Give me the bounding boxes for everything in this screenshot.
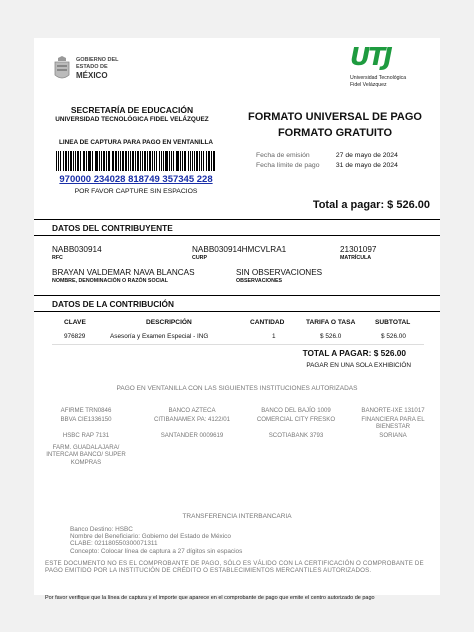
curp-label: CURP bbox=[192, 255, 208, 261]
limite-label: Fecha límite de pago bbox=[256, 161, 320, 169]
transfer-bank: Banco Destino: HSBC bbox=[70, 526, 133, 533]
bank-city-fresko: COMERCIAL CITY FRESKO bbox=[256, 416, 336, 423]
barcode-bar bbox=[196, 151, 198, 171]
nombre-label: NOMBRE, DENOMINACIÓN O RAZÓN SOCIAL bbox=[52, 278, 168, 284]
barcode-bar bbox=[182, 151, 183, 171]
barcode-bar bbox=[132, 151, 134, 171]
header-clave: CLAVE bbox=[64, 319, 86, 326]
capture-line-label: LINEA DE CAPTURA PARA PAGO EN VENTANILLA bbox=[58, 139, 214, 146]
contribucion-section-header bbox=[34, 295, 440, 312]
header-descripcion: DESCRIPCIÓN bbox=[146, 319, 192, 326]
barcode-bar bbox=[147, 151, 148, 171]
barcode-bar bbox=[201, 151, 203, 171]
emision-value: 27 de mayo de 2024 bbox=[335, 152, 398, 159]
barcode-bar bbox=[144, 151, 146, 171]
barcode-bar bbox=[213, 151, 215, 171]
barcode-bar bbox=[192, 151, 193, 171]
bank-soriana: SORIANA bbox=[379, 432, 407, 439]
institution-header bbox=[44, 105, 220, 123]
secretaria-heading: SECRETARÍA DE EDUCACIÓN bbox=[70, 105, 194, 115]
cell-subtotal: $ 526.00 bbox=[381, 333, 406, 340]
bank-farm-guadalajara: FARM. GUADALAJARA/ INTERCAM BANCO/ SUPER KOMPRAS bbox=[46, 444, 126, 466]
barcode-bar bbox=[171, 151, 172, 171]
capture-hint: POR FAVOR CAPTURE SIN ESPACIOS bbox=[74, 188, 198, 195]
authorized-institutions-title: PAGO EN VENTANILLA CON LAS SIGUIENTES INSTITUCIONES AUTORIZADAS bbox=[116, 385, 358, 392]
barcode-bar bbox=[184, 151, 186, 171]
limite-value: 31 de mayo de 2024 bbox=[335, 161, 398, 169]
barcode-bar bbox=[120, 151, 121, 171]
nombre-value: BRAYAN VALDEMAR NAVA BLANCAS bbox=[52, 268, 195, 277]
gov-small-text: GOBIERNO DEL bbox=[76, 57, 119, 63]
barcode-bar bbox=[137, 151, 139, 171]
barcode-bar bbox=[180, 151, 181, 171]
state-emblem-icon bbox=[52, 56, 72, 82]
barcode-bar bbox=[65, 151, 67, 171]
rfc-label: RFC bbox=[52, 255, 63, 261]
bank-azteca: BANCO AZTECA bbox=[168, 407, 216, 414]
contribucion-title: DATOS DE LA CONTRIBUCIÓN bbox=[52, 299, 174, 309]
barcode-bar bbox=[113, 151, 114, 171]
table-divider bbox=[52, 344, 424, 345]
barcode-bar bbox=[159, 151, 161, 171]
barcode-bar bbox=[68, 151, 69, 171]
emision-label: Fecha de emisión bbox=[256, 152, 310, 159]
contribuyente-title: DATOS DEL CONTRIBUYENTE bbox=[52, 223, 173, 233]
government-logo-text bbox=[76, 57, 118, 81]
emision-row bbox=[256, 151, 398, 161]
capture-line-number[interactable]: 970000 234028 818749 357345 228 bbox=[59, 174, 213, 185]
barcode-bar bbox=[128, 151, 129, 171]
barcode-bar bbox=[152, 151, 153, 171]
barcode-bar bbox=[56, 151, 57, 171]
barcode-bar bbox=[169, 151, 170, 171]
barcode-bar bbox=[130, 151, 131, 171]
barcode-bar bbox=[60, 151, 61, 171]
barcode-bar bbox=[211, 151, 212, 171]
form-title-1: FORMATO UNIVERSAL DE PAGO bbox=[248, 111, 422, 123]
barcode-bar bbox=[88, 151, 90, 171]
barcode-bar bbox=[96, 151, 98, 171]
bank-banorte: BANORTE-IXE 131017 bbox=[361, 407, 425, 414]
barcode-bar bbox=[101, 151, 102, 171]
payment-form-page bbox=[34, 38, 440, 601]
observaciones-label: OBSERVACIONES bbox=[236, 278, 283, 284]
gov-state-text: ESTADO DE bbox=[76, 64, 108, 70]
barcode-bar bbox=[149, 151, 151, 171]
barcode-bar bbox=[156, 151, 158, 171]
barcode-bar bbox=[73, 151, 74, 171]
utj-line-2: Fidel Velázquez bbox=[350, 82, 387, 88]
legal-disclaimer: ESTE DOCUMENTO NO ES EL COMPROBANTE DE PAGO, SÓLO ES VÁLIDO CON LA CERTIFICACIÓN O COMPROBANTE DE PAGO EMITIDO POR LA INSTITUCIÓN DE CRÉDITO O ESTABLECIMIENTOS MERCANTILES AUTORIZADOS. bbox=[45, 560, 424, 575]
barcode-bar bbox=[199, 151, 200, 171]
transfer-concept: Concepto: Colocar línea de captura a 27 dígitos sin espacios bbox=[70, 547, 243, 555]
barcode-bar bbox=[106, 151, 107, 171]
bank-scotiabank: SCOTIABANK 3793 bbox=[268, 432, 324, 439]
cell-clave: 976829 bbox=[64, 333, 86, 340]
rfc-value: NABB030914 bbox=[52, 245, 102, 254]
contribuyente-section-header bbox=[34, 219, 440, 236]
barcode-bar bbox=[135, 151, 136, 171]
bank-afirme: AFIRME TRN0846 bbox=[60, 407, 112, 414]
utj-mark: UTJ bbox=[350, 42, 391, 71]
utj-logo bbox=[348, 42, 426, 94]
dates-block bbox=[256, 151, 398, 170]
barcode-bar bbox=[161, 151, 162, 171]
transfer-title: TRANSFERENCIA INTERBANCARIA bbox=[182, 513, 292, 520]
utj-line-1: Universidad Tecnológica bbox=[350, 75, 407, 81]
barcode-bar bbox=[95, 151, 96, 171]
barcode-bar bbox=[173, 151, 175, 171]
transfer-clabe: CLABE: 021180550300071311 bbox=[70, 540, 158, 548]
barcode-bar bbox=[140, 151, 141, 171]
barcode-bar bbox=[154, 151, 155, 171]
total-to-pay: Total a pagar: $ 526.00 bbox=[312, 199, 430, 211]
bank-bienestar: FINANCIERA PARA EL BIENESTAR bbox=[361, 416, 425, 431]
header-subtotal: SUBTOTAL bbox=[375, 319, 411, 326]
barcode-bar bbox=[208, 151, 210, 171]
barcode-bar bbox=[77, 151, 79, 171]
transfer-beneficiary: Nombre del Beneficiario: Gobierno del Estado de México bbox=[70, 533, 231, 541]
barcode-bar bbox=[194, 151, 195, 171]
barcode-bar bbox=[103, 151, 105, 171]
barcode-bar bbox=[92, 151, 94, 171]
barcode-bar bbox=[203, 151, 204, 171]
cell-tarifa: $ 526.0 bbox=[320, 333, 342, 340]
cell-descripcion: Asesoría y Examen Especial - ING bbox=[110, 333, 209, 340]
barcode-bar bbox=[165, 151, 167, 171]
barcode-bar bbox=[70, 151, 72, 171]
bank-bbva: BBVA CIE1336150 bbox=[60, 416, 112, 423]
transfer-details bbox=[70, 526, 242, 555]
observaciones-value: SIN OBSERVACIONES bbox=[236, 268, 323, 277]
limite-row bbox=[256, 161, 398, 171]
form-title bbox=[240, 109, 430, 141]
barcode-bar bbox=[63, 151, 64, 171]
bank-santander: SANTANDER 0009619 bbox=[160, 432, 224, 439]
curp-value: NABB030914HMCVLRA1 bbox=[192, 245, 287, 254]
barcode-bar bbox=[112, 151, 113, 171]
barcode-bar bbox=[122, 151, 124, 171]
universidad-heading: UNIVERSIDAD TECNOLÓGICA FIDEL VELÁZQUEZ bbox=[55, 116, 209, 123]
barcode-bar bbox=[115, 151, 117, 171]
barcode-bar bbox=[190, 151, 192, 171]
barcode-bar bbox=[86, 151, 87, 171]
cell-cantidad: 1 bbox=[272, 333, 276, 340]
barcode-bar bbox=[84, 151, 85, 171]
barcode-bar bbox=[188, 151, 189, 171]
barcode-bar bbox=[163, 151, 164, 171]
header-cantidad: CANTIDAD bbox=[250, 319, 285, 326]
barcode-bar bbox=[176, 151, 177, 171]
barcode-bar bbox=[206, 151, 207, 171]
matricula-value: 21301097 bbox=[340, 245, 377, 254]
matricula-label: MATRÍCULA bbox=[340, 255, 372, 261]
header-tarifa: TARIFA O TASA bbox=[306, 319, 356, 326]
government-logo bbox=[52, 56, 122, 82]
bank-bajio: BANCO DEL BAJÍO 1009 bbox=[261, 407, 331, 414]
single-payment-note: PAGAR EN UNA SOLA EXHIBICIÓN bbox=[306, 362, 411, 369]
barcode bbox=[56, 151, 216, 171]
barcode-bar bbox=[75, 151, 76, 171]
barcode-bar bbox=[99, 151, 100, 171]
barcode-bar bbox=[83, 151, 84, 171]
barcode-bar bbox=[125, 151, 127, 171]
form-title-2: FORMATO GRATUITO bbox=[277, 127, 393, 139]
barcode-bar bbox=[58, 151, 60, 171]
utj-subtitle bbox=[350, 75, 406, 89]
barcode-bar bbox=[80, 151, 82, 171]
gov-name-text: MÉXICO bbox=[76, 71, 108, 80]
barcode-bar bbox=[177, 151, 179, 171]
barcode-bar bbox=[142, 151, 143, 171]
barcode-bar bbox=[118, 151, 119, 171]
bank-citibanamex: CITIBANAMEX PA: 4122/01 bbox=[153, 416, 231, 423]
total-a-pagar: TOTAL A PAGAR: $ 526.00 bbox=[302, 348, 406, 358]
bank-hsbc: HSBC RAP 7131 bbox=[62, 432, 110, 439]
verification-note: Por favor verifique que la línea de captura y el importe que aparece en el comprobante de pago que emite el centro autorizado de pago bbox=[45, 595, 375, 601]
barcode-bar bbox=[108, 151, 110, 171]
